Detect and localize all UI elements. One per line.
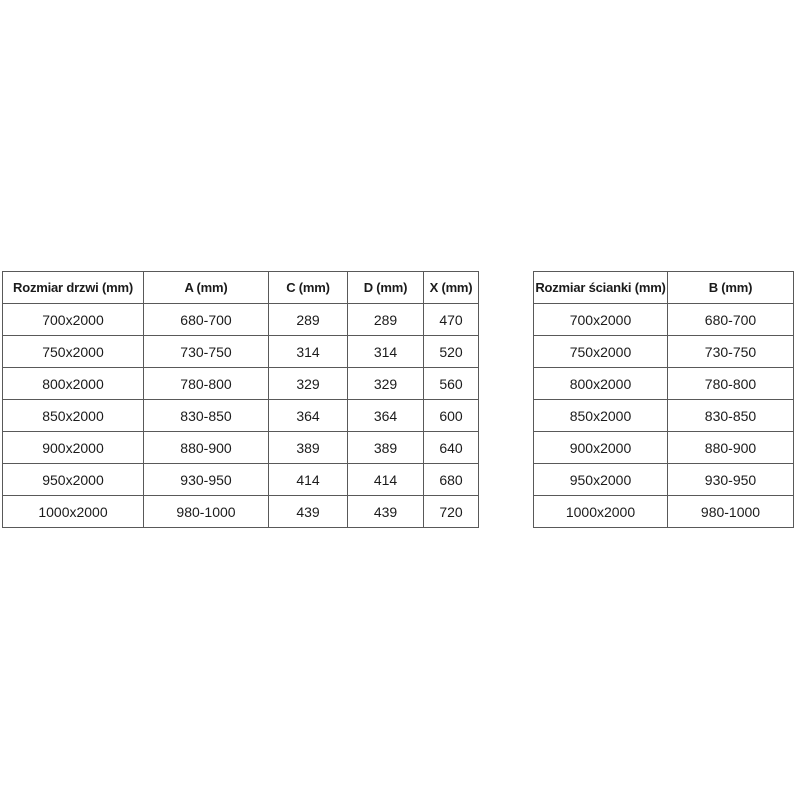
table-cell: 930-950 bbox=[144, 464, 269, 496]
table-cell: 389 bbox=[348, 432, 424, 464]
table-cell: 700x2000 bbox=[3, 304, 144, 336]
table-cell: 520 bbox=[424, 336, 479, 368]
column-header: Rozmiar drzwi (mm) bbox=[3, 272, 144, 304]
header-row bbox=[3, 272, 479, 304]
wall-size-table bbox=[533, 271, 794, 528]
table-row bbox=[534, 304, 794, 336]
table-cell: 389 bbox=[269, 432, 348, 464]
table-cell: 314 bbox=[269, 336, 348, 368]
table-row bbox=[3, 464, 479, 496]
table-cell: 560 bbox=[424, 368, 479, 400]
table-cell: 900x2000 bbox=[534, 432, 668, 464]
table-row bbox=[3, 368, 479, 400]
table-row bbox=[534, 336, 794, 368]
column-header: X (mm) bbox=[424, 272, 479, 304]
table-cell: 880-900 bbox=[668, 432, 794, 464]
table-cell: 780-800 bbox=[144, 368, 269, 400]
table-cell: 329 bbox=[269, 368, 348, 400]
table-cell: 439 bbox=[269, 496, 348, 528]
table-cell: 1000x2000 bbox=[534, 496, 668, 528]
table-row bbox=[534, 464, 794, 496]
table-row bbox=[534, 432, 794, 464]
table-cell: 980-1000 bbox=[668, 496, 794, 528]
table-cell: 329 bbox=[348, 368, 424, 400]
table-cell: 830-850 bbox=[144, 400, 269, 432]
table-cell: 1000x2000 bbox=[3, 496, 144, 528]
table-row bbox=[3, 336, 479, 368]
column-header: A (mm) bbox=[144, 272, 269, 304]
table-cell: 640 bbox=[424, 432, 479, 464]
table-cell: 730-750 bbox=[144, 336, 269, 368]
table-cell: 289 bbox=[269, 304, 348, 336]
table-row bbox=[534, 368, 794, 400]
table-cell: 364 bbox=[269, 400, 348, 432]
table-cell: 800x2000 bbox=[534, 368, 668, 400]
table-cell: 439 bbox=[348, 496, 424, 528]
table-cell: 980-1000 bbox=[144, 496, 269, 528]
table-row bbox=[3, 400, 479, 432]
table-cell: 600 bbox=[424, 400, 479, 432]
table-cell: 850x2000 bbox=[534, 400, 668, 432]
column-header: D (mm) bbox=[348, 272, 424, 304]
table-cell: 950x2000 bbox=[3, 464, 144, 496]
table-row bbox=[534, 400, 794, 432]
column-header: Rozmiar ścianki (mm) bbox=[534, 272, 668, 304]
column-header: C (mm) bbox=[269, 272, 348, 304]
table-cell: 750x2000 bbox=[3, 336, 144, 368]
table-cell: 414 bbox=[269, 464, 348, 496]
table-cell: 750x2000 bbox=[534, 336, 668, 368]
table-row bbox=[3, 496, 479, 528]
table-cell: 830-850 bbox=[668, 400, 794, 432]
table-cell: 680-700 bbox=[668, 304, 794, 336]
table-cell: 680-700 bbox=[144, 304, 269, 336]
table-cell: 470 bbox=[424, 304, 479, 336]
table-row bbox=[534, 496, 794, 528]
table-row bbox=[3, 432, 479, 464]
table-cell: 800x2000 bbox=[3, 368, 144, 400]
table-cell: 930-950 bbox=[668, 464, 794, 496]
table-cell: 880-900 bbox=[144, 432, 269, 464]
table-cell: 720 bbox=[424, 496, 479, 528]
table-cell: 850x2000 bbox=[3, 400, 144, 432]
table-cell: 314 bbox=[348, 336, 424, 368]
table-row bbox=[3, 304, 479, 336]
table-cell: 364 bbox=[348, 400, 424, 432]
table-cell: 900x2000 bbox=[3, 432, 144, 464]
table-cell: 680 bbox=[424, 464, 479, 496]
table-cell: 730-750 bbox=[668, 336, 794, 368]
table-cell: 700x2000 bbox=[534, 304, 668, 336]
door-size-table bbox=[2, 271, 479, 528]
table-cell: 950x2000 bbox=[534, 464, 668, 496]
column-header: B (mm) bbox=[668, 272, 794, 304]
table-cell: 289 bbox=[348, 304, 424, 336]
table-cell: 414 bbox=[348, 464, 424, 496]
table-cell: 780-800 bbox=[668, 368, 794, 400]
header-row bbox=[534, 272, 794, 304]
